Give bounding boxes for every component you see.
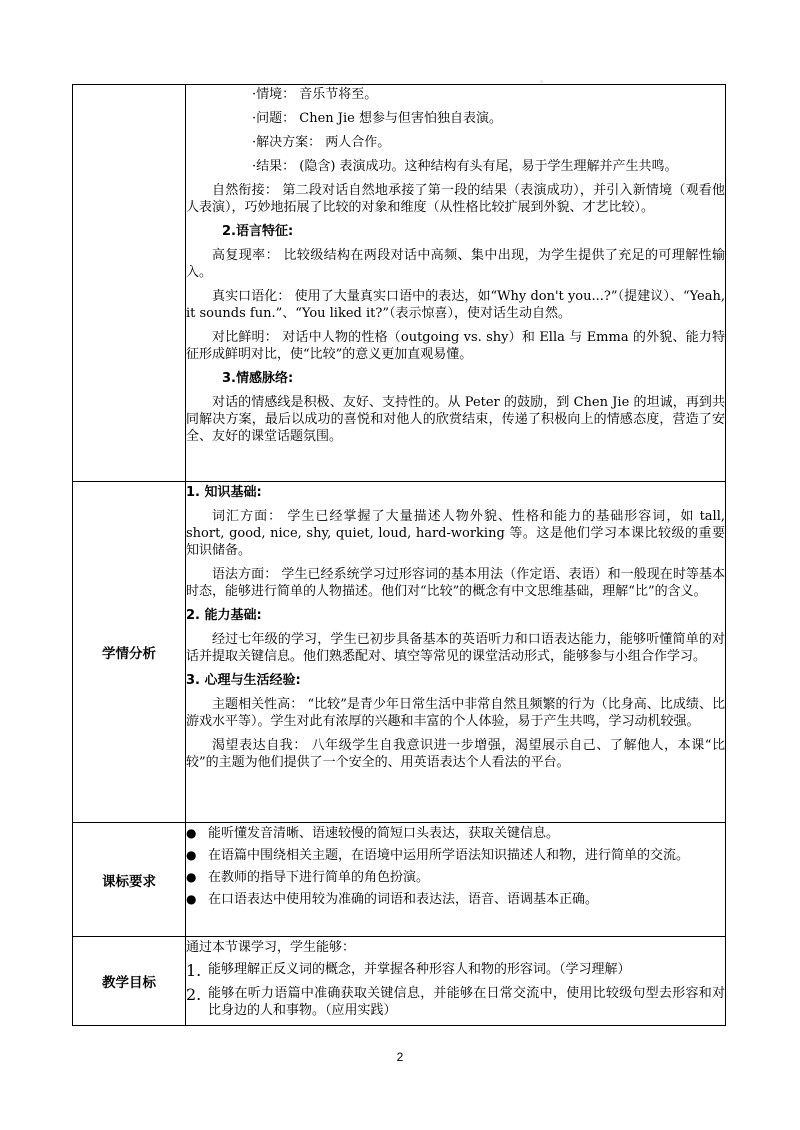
bullet-icon: ● <box>186 826 197 840</box>
row-student-analysis <box>73 482 726 823</box>
row-curriculum <box>73 823 726 937</box>
student-analysis-content <box>186 482 726 823</box>
ability-paragraph: 经过七年级的学习，学生已初步具备基本的英语听力和口语表达能力，能够听懂简单的对话并提取关键信息。他们熟悉配对、填空等常见的课堂活动形式，能够参与小组合作学习。 <box>186 632 725 664</box>
bullet-icon: ● <box>186 848 197 862</box>
text-analysis-content <box>186 85 726 482</box>
vocab-paragraph: 词汇方面： 学生已经掌握了大量描述人物外貌、性格和能力的基础形容词，如 tall, short, good, nice, shy, quiet, loud, hard-working 等。这是他们学习本课比较级的重要知识储备。 <box>186 509 725 558</box>
grammar-paragraph: 语法方面： 学生已经系统学习过形容词的基本用法（作定语、表语）和一般现在时等基本时态，能够进行简单的人物描述。他们对“比较”的概念有中文思维基础，理解“比”的含义。 <box>186 567 725 599</box>
knowledge-heading: 1. 知识基础: <box>186 485 262 500</box>
row-label-objectives: 教学目标 <box>73 937 186 1026</box>
curriculum-content <box>186 823 726 937</box>
story-item: ·情境： 音乐节将至。 <box>252 87 378 102</box>
expression-paragraph: 渴望表达自我： 八年级学生自我意识进一步增强，渴望展示自己、了解他人，本课“比较”的主题为他们提供了一个安全的、用英语表达个人看法的平台。 <box>186 738 725 770</box>
scan-mark: 。 <box>540 75 548 84</box>
row-text-analysis <box>73 85 726 482</box>
row-label-curriculum: 课标要求 <box>73 823 186 937</box>
row-label-empty <box>73 85 186 482</box>
curriculum-bullet: ● 在教师的指导下进行简单的角色扮演。 <box>186 870 430 885</box>
curriculum-bullet: ● 能听懂发音清晰、语速较慢的简短口头表达，获取关键信息。 <box>186 826 560 841</box>
curriculum-bullet: ● 在口语表达中使用较为准确的词语和表达法，语音、语调基本正确。 <box>186 892 599 907</box>
bullet-icon: ● <box>186 892 197 906</box>
language-feature: 对比鲜明： 对话中人物的性格（outgoing vs. shy）和 Ella 与 Emma 的外貌、能力特征形成鲜明对比，使“比较”的意义更加直观易懂。 <box>186 330 725 362</box>
page-number: 2 <box>396 1050 404 1064</box>
language-features-heading: 2.语言特征: <box>222 224 294 239</box>
bullet-icon: ● <box>186 870 197 884</box>
ability-heading: 2. 能力基础: <box>186 608 262 623</box>
objectives-content <box>186 937 726 1026</box>
psychology-heading: 3. 心理与生活经验: <box>186 673 301 688</box>
language-feature: 真实口语化： 使用了大量真实口语中的表达，如“Why don't you...?”（提建议）、“Yeah, it sounds fun.”、“You liked it?”（表示惊喜），使对话生动自然。 <box>186 289 725 321</box>
row-objectives <box>73 937 726 1026</box>
story-item: ·解决方案： 两人合作。 <box>252 135 391 150</box>
transition-paragraph: 自然衔接： 第二段对话自然地承接了第一段的结果（表演成功），并引入新情境（观看他人表演），巧妙地拓展了比较的对象和维度（从性格比较扩展到外貌、才艺比较）。 <box>186 183 725 215</box>
lesson-plan-table <box>72 84 726 1026</box>
story-item: ·问题： Chen Jie 想参与但害怕独自表演。 <box>252 111 502 126</box>
curriculum-bullet: ● 在语篇中围绕相关主题，在语境中运用所学语法知识描述人和物，进行简单的交流。 <box>186 848 690 863</box>
emotion-paragraph: 对话的情感线是积极、友好、支持性的。从 Peter 的鼓励，到 Chen Jie 的坦诚，再到共同解决方案，最后以成功的喜悦和对他人的欣赏结束，传递了积极向上的情感态度，营造了安全、友好的课堂话题氛围。 <box>186 395 725 444</box>
row-label-student-analysis: 学情分析 <box>73 482 186 823</box>
objective-item: 1. 能够理解正反义词的概念，并掌握各种形容人和物的形容词。（学习理解） <box>186 961 631 980</box>
objectives-intro: 通过本节课学习，学生能够： <box>186 940 356 955</box>
emotion-heading: 3.情感脉络: <box>222 371 294 386</box>
language-feature: 高复现率： 比较级结构在两段对话中高频、集中出现，为学生提供了充足的可理解性输入。 <box>186 248 725 280</box>
story-item: ·结果： (隐含) 表演成功。这种结构有头有尾，易于学生理解并产生共鸣。 <box>252 159 678 174</box>
relevance-paragraph: 主题相关性高： “比较”是青少年日常生活中非常自然且频繁的行为（比身高、比成绩、比游戏水平等）。学生对此有浓厚的兴趣和丰富的个人体验，易于产生共鸣，学习动机较强。 <box>186 697 725 729</box>
objective-item: 2. 能够在听力语篇中准确获取关键信息，并能够在日常交流中，使用比较级句型去形容和对比身边的人和事物。（应用实践） <box>186 985 725 1018</box>
